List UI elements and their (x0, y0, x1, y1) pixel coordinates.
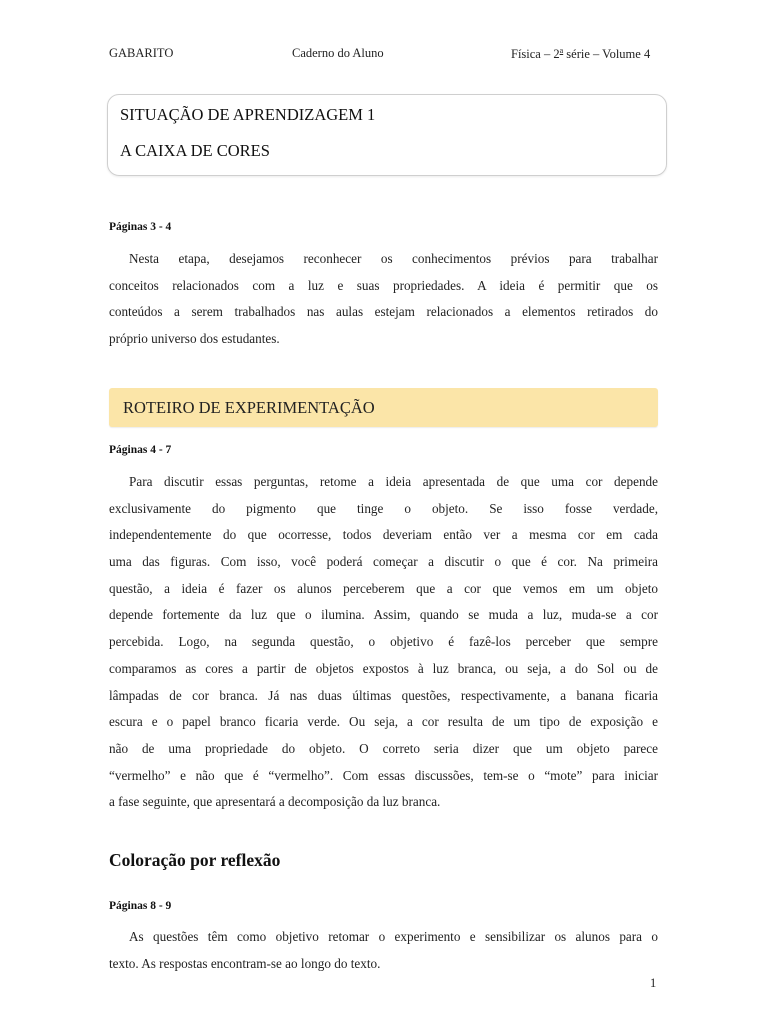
paragraph-line: As questões têm como objetivo retomar o experimento e sensibilizar os alunos para o (129, 929, 658, 944)
paragraph-line: comparamos as cores a partir de objetos expostos à luz branca, ou seja, a do Sol ou de (109, 660, 658, 676)
roteiro-banner-label: ROTEIRO DE EXPERIMENTAÇÃO (123, 398, 375, 417)
section2-pages: Páginas 4 - 7 (109, 444, 172, 456)
paragraph-line: escura e o papel branco ficaria verde. Ou seja, a cor resulta de um tipo de exposição e (109, 714, 658, 730)
section3-paragraph (109, 924, 658, 977)
paragraph-line: texto. As respostas encontram-se ao longo do texto. (109, 955, 381, 971)
header-right-pre: Física – 2 (511, 47, 560, 62)
paragraph-line: independentemente do que ocorresse, todos deveriam então ver a mesma cor em cada (109, 527, 658, 543)
paragraph-line: não de uma propriedade do objeto. O correto seria dizer que um objeto parece (109, 740, 658, 756)
section3-pages: Páginas 8 - 9 (109, 900, 172, 912)
paragraph-line: depende fortemente da luz que o ilumina. Assim, quando se muda a luz, muda-se a cor (109, 607, 658, 623)
paragraph-line: exclusivamente do pigmento que tinge o objeto. Se isso fosse verdade, (109, 500, 658, 516)
paragraph-line: próprio universo dos estudantes. (109, 331, 280, 347)
paragraph-line: a fase seguinte, que apresentará a decomposição da luz branca. (109, 794, 441, 810)
section3-title: Coloração por reflexão (109, 850, 281, 870)
title-line-1: SITUAÇÃO DE APRENDIZAGEM 1 (120, 105, 376, 124)
paragraph-line: percebida. Logo, na segunda questão, o objetivo é fazê-los perceber que sempre (109, 634, 658, 650)
header-right-post: série – Volume 4 (563, 47, 651, 62)
section1-paragraph (109, 246, 658, 353)
page-number: 1 (650, 976, 657, 990)
paragraph-line: Nesta etapa, desejamos reconhecer os conhecimentos prévios para trabalhar (129, 251, 658, 266)
section2-paragraph (109, 469, 658, 816)
paragraph-line: “vermelho” e não que é “vermelho”. Com essas discussões, tem-se o “mote” para iniciar (109, 767, 658, 783)
header-left: GABARITO (109, 46, 174, 60)
header-center: Caderno do Aluno (292, 46, 384, 60)
header-right-sup: a (559, 46, 564, 55)
paragraph-line: conteúdos a serem trabalhados nas aulas estejam relacionados a elementos retirados do (109, 304, 658, 320)
header-right (511, 46, 650, 62)
title-box (107, 94, 667, 176)
paragraph-line: lâmpadas de cor branca. Já nas duas últimas questões, respectivamente, a banana ficaria (109, 687, 658, 703)
title-line-2: A CAIXA DE CORES (120, 141, 270, 160)
paragraph-line: Para discutir essas perguntas, retome a ideia apresentada de que uma cor depende (129, 474, 658, 489)
paragraph-line: questão, a ideia é fazer os alunos perceberem que a cor que vemos em um objeto (109, 580, 658, 596)
paragraph-line: conceitos relacionados com a luz e suas propriedades. A ideia é permitir que os (109, 277, 658, 293)
paragraph-line: uma das figuras. Com isso, você poderá começar a discutir o que é cor. Na primeira (109, 554, 658, 570)
roteiro-banner (109, 388, 658, 427)
section1-pages: Páginas 3 - 4 (109, 221, 172, 233)
